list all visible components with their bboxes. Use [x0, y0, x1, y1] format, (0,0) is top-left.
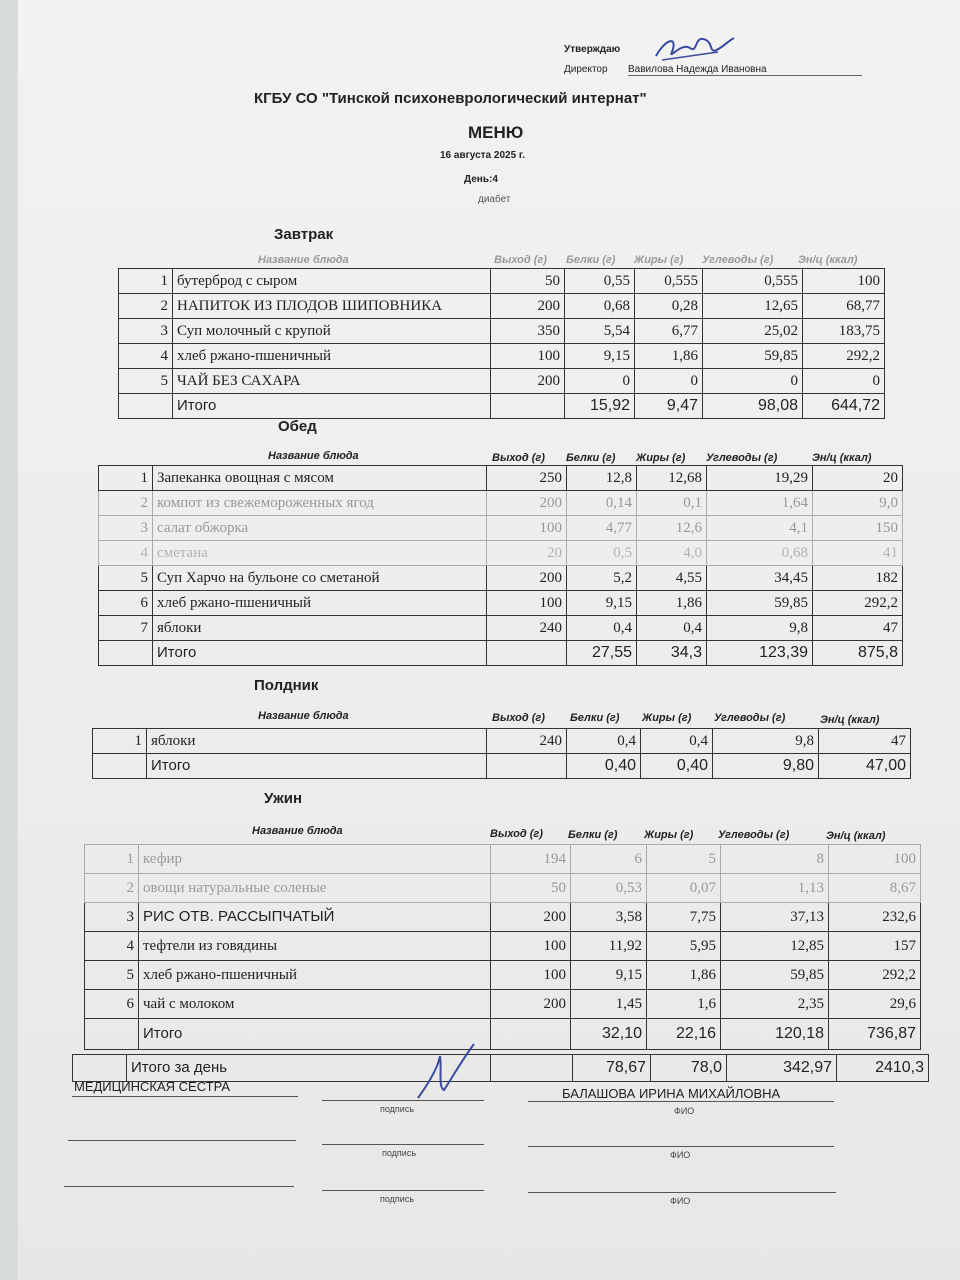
- position-line-1: [72, 1096, 298, 1097]
- dish-carbs: 59,85: [721, 961, 829, 990]
- dish-name: хлеб ржано-пшеничный: [153, 591, 487, 616]
- dish-protein: 0,4: [567, 616, 637, 641]
- sign-line-3: [322, 1190, 484, 1191]
- total-carbs: 98,08: [703, 394, 803, 419]
- lunch-col-yield: Выход (г): [492, 452, 545, 464]
- row-index: 3: [119, 319, 173, 344]
- table-row: [85, 845, 921, 874]
- dish-protein: 11,92: [571, 932, 647, 961]
- table-row: [93, 729, 911, 754]
- sign-caption-2: подпись: [382, 1148, 417, 1158]
- dish-energy: 47: [819, 729, 911, 754]
- dish-protein: 0,55: [565, 269, 635, 294]
- snack-col-fat: Жиры (г): [642, 712, 692, 724]
- name-caption-2: ФИО: [670, 1150, 691, 1160]
- dish-yield: 100: [491, 344, 565, 369]
- snack-table: [92, 728, 911, 779]
- snack-col-protein: Белки (г): [570, 712, 620, 724]
- dish-carbs: 37,13: [721, 903, 829, 932]
- dish-carbs: 9,8: [713, 729, 819, 754]
- row-index: 1: [85, 845, 139, 874]
- total-energy: 875,8: [813, 641, 903, 666]
- page-title: МЕНЮ: [468, 123, 524, 142]
- table-row: [99, 466, 903, 491]
- dish-energy: 150: [813, 516, 903, 541]
- breakfast-col-energy: Эн/ц (ккал): [798, 254, 858, 266]
- dinner-col-protein: Белки (г): [568, 829, 618, 841]
- approve-label: Утверждаю: [564, 44, 621, 55]
- dish-name: яблоки: [147, 729, 487, 754]
- row-index: 4: [119, 344, 173, 369]
- dish-yield: 50: [491, 269, 565, 294]
- dish-protein: 9,15: [565, 344, 635, 369]
- dish-fat: 1,86: [647, 961, 721, 990]
- dish-energy: 157: [829, 932, 921, 961]
- total-protein: 15,92: [565, 394, 635, 419]
- dish-fat: 0,555: [635, 269, 703, 294]
- dish-fat: 5: [647, 845, 721, 874]
- menu-day: День:4: [464, 174, 498, 185]
- dish-fat: 12,68: [637, 466, 707, 491]
- dish-fat: 0,4: [637, 616, 707, 641]
- dish-energy: 100: [829, 845, 921, 874]
- table-row: [119, 319, 885, 344]
- total-label: Итого: [153, 641, 487, 666]
- dish-carbs: 1,64: [707, 491, 813, 516]
- total-fat: 22,16: [647, 1019, 721, 1050]
- dish-name: Запеканка овощная с мясом: [153, 466, 487, 491]
- table-row: [99, 516, 903, 541]
- total-row: [99, 641, 903, 666]
- dish-carbs: 2,35: [721, 990, 829, 1019]
- lunch-table: [98, 465, 903, 666]
- row-index: 2: [85, 874, 139, 903]
- snack-col-energy: Эн/ц (ккал): [820, 714, 880, 726]
- dish-yield: 200: [491, 294, 565, 319]
- dish-carbs: 0,555: [703, 269, 803, 294]
- row-index: 5: [85, 961, 139, 990]
- total-fat: 9,47: [635, 394, 703, 419]
- day-total-fat: 78,0: [651, 1055, 727, 1082]
- name-line-3: [528, 1192, 836, 1193]
- row-index: 4: [99, 541, 153, 566]
- dish-name: компот из свежемороженных ягод: [153, 491, 487, 516]
- dish-energy: 29,6: [829, 990, 921, 1019]
- dish-protein: 5,2: [567, 566, 637, 591]
- dish-carbs: 59,85: [703, 344, 803, 369]
- menu-date: 16 августа 2025 г.: [440, 150, 525, 161]
- dish-protein: 0,14: [567, 491, 637, 516]
- dish-fat: 7,75: [647, 903, 721, 932]
- nurse-full-name: БАЛАШОВА ИРИНА МИХАЙЛОВНА: [562, 1086, 781, 1101]
- sign-line-2: [322, 1144, 484, 1145]
- dinner-col-name: Название блюда: [252, 825, 343, 837]
- dish-yield: 100: [487, 516, 567, 541]
- dinner-col-carbs: Углеводы (г): [718, 829, 790, 841]
- dish-energy: 0: [803, 369, 885, 394]
- dish-name: тефтели из говядины: [139, 932, 491, 961]
- breakfast-col-yield: Выход (г): [494, 254, 547, 266]
- row-index: 5: [99, 566, 153, 591]
- total-protein: 32,10: [571, 1019, 647, 1050]
- dish-energy: 9,0: [813, 491, 903, 516]
- dish-yield: 194: [491, 845, 571, 874]
- total-carbs: 123,39: [707, 641, 813, 666]
- table-row: [99, 616, 903, 641]
- dish-fat: 4,0: [637, 541, 707, 566]
- snack-col-carbs: Углеводы (г): [714, 712, 786, 724]
- table-row: [99, 541, 903, 566]
- total-protein: 0,40: [567, 754, 641, 779]
- dish-yield: 200: [487, 491, 567, 516]
- dish-carbs: 8: [721, 845, 829, 874]
- dish-fat: 4,55: [637, 566, 707, 591]
- organization-title: КГБУ СО "Тинской психоневрологический интернат": [254, 90, 647, 107]
- table-row: [119, 269, 885, 294]
- row-index: 1: [119, 269, 173, 294]
- name-caption-1: ФИО: [674, 1106, 695, 1116]
- dish-carbs: 4,1: [707, 516, 813, 541]
- row-index: 5: [119, 369, 173, 394]
- table-row: [119, 344, 885, 369]
- dish-fat: 1,6: [647, 990, 721, 1019]
- dish-yield: 200: [487, 566, 567, 591]
- lunch-col-energy: Эн/ц (ккал): [812, 452, 872, 464]
- dinner-col-energy: Эн/ц (ккал): [826, 830, 886, 842]
- sign-caption-1: подпись: [380, 1104, 415, 1114]
- dish-energy: 47: [813, 616, 903, 641]
- dish-fat: 0,07: [647, 874, 721, 903]
- dish-yield: 100: [491, 932, 571, 961]
- breakfast-col-name: Название блюда: [258, 254, 349, 266]
- dish-protein: 6: [571, 845, 647, 874]
- position-line-3: [64, 1186, 294, 1187]
- table-row: [119, 369, 885, 394]
- dish-protein: 0,53: [571, 874, 647, 903]
- dish-name: хлеб ржано-пшеничный: [139, 961, 491, 990]
- total-row: [93, 754, 911, 779]
- lunch-col-protein: Белки (г): [566, 452, 616, 464]
- lunch-title: Обед: [278, 418, 317, 435]
- table-row: [99, 591, 903, 616]
- dish-yield: 200: [491, 369, 565, 394]
- sign-line-1: [322, 1100, 484, 1101]
- row-index: 2: [119, 294, 173, 319]
- dish-name: бутерброд с сыром: [173, 269, 491, 294]
- dinner-col-yield: Выход (г): [490, 828, 543, 840]
- lunch-col-name: Название блюда: [268, 450, 359, 462]
- dish-yield: 350: [491, 319, 565, 344]
- dish-protein: 3,58: [571, 903, 647, 932]
- day-total-label: Итого за день: [127, 1055, 491, 1082]
- total-label: Итого: [147, 754, 487, 779]
- snack-col-name: Название блюда: [258, 710, 349, 722]
- total-fat: 34,3: [637, 641, 707, 666]
- name-line-1: [528, 1101, 834, 1102]
- dish-name: Суп молочный с крупой: [173, 319, 491, 344]
- name-line-2: [528, 1146, 834, 1147]
- dish-yield: 20: [487, 541, 567, 566]
- dinner-table: [84, 844, 921, 1050]
- total-label: Итого: [173, 394, 491, 419]
- table-row: [85, 903, 921, 932]
- dish-name: ЧАЙ БЕЗ САХАРА: [173, 369, 491, 394]
- total-label: Итого: [139, 1019, 491, 1050]
- dish-energy: 292,2: [829, 961, 921, 990]
- dish-energy: 292,2: [813, 591, 903, 616]
- dish-yield: 240: [487, 616, 567, 641]
- dish-carbs: 12,65: [703, 294, 803, 319]
- dish-energy: 182: [813, 566, 903, 591]
- dish-fat: 0,1: [637, 491, 707, 516]
- table-row: [85, 990, 921, 1019]
- day-total-row: [73, 1055, 929, 1082]
- dish-yield: 250: [487, 466, 567, 491]
- total-fat: 0,40: [641, 754, 713, 779]
- dish-carbs: 0,68: [707, 541, 813, 566]
- snack-title: Полдник: [254, 677, 319, 694]
- dish-yield: 100: [491, 961, 571, 990]
- total-carbs: 9,80: [713, 754, 819, 779]
- dish-yield: 240: [487, 729, 567, 754]
- position-line-2: [68, 1140, 296, 1141]
- breakfast-title: Завтрак: [274, 226, 334, 243]
- dish-fat: 1,86: [635, 344, 703, 369]
- row-index: 6: [99, 591, 153, 616]
- dish-name: кефир: [139, 845, 491, 874]
- dish-name: Суп Харчо на бульоне со сметаной: [153, 566, 487, 591]
- dish-carbs: 59,85: [707, 591, 813, 616]
- table-row: [85, 932, 921, 961]
- dish-yield: 100: [487, 591, 567, 616]
- total-energy: 47,00: [819, 754, 911, 779]
- dish-protein: 0,4: [567, 729, 641, 754]
- director-label: Директор: [564, 64, 608, 75]
- dish-energy: 232,6: [829, 903, 921, 932]
- sign-caption-3: подпись: [380, 1194, 415, 1204]
- dish-yield: 200: [491, 990, 571, 1019]
- dish-energy: 20: [813, 466, 903, 491]
- dish-fat: 1,86: [637, 591, 707, 616]
- table-row: [99, 491, 903, 516]
- row-index: 6: [85, 990, 139, 1019]
- dish-protein: 0,5: [567, 541, 637, 566]
- document-sheet: [18, 0, 960, 1280]
- dish-name: сметана: [153, 541, 487, 566]
- dish-name: овощи натуральные соленые: [139, 874, 491, 903]
- director-signature: [648, 30, 738, 66]
- dish-protein: 12,8: [567, 466, 637, 491]
- dish-carbs: 19,29: [707, 466, 813, 491]
- breakfast-table: [118, 268, 885, 419]
- breakfast-col-fat: Жиры (г): [634, 254, 684, 266]
- dish-protein: 4,77: [567, 516, 637, 541]
- day-total-table: [72, 1054, 929, 1082]
- name-caption-3: ФИО: [670, 1196, 691, 1206]
- breakfast-col-carbs: Углеводы (г): [702, 254, 774, 266]
- dish-protein: 0: [565, 369, 635, 394]
- director-name: Вавилова Надежда Ивановна: [628, 64, 862, 76]
- row-index: 3: [99, 516, 153, 541]
- table-row: [119, 294, 885, 319]
- dish-fat: 0: [635, 369, 703, 394]
- dish-protein: 5,54: [565, 319, 635, 344]
- row-index: 1: [93, 729, 147, 754]
- dish-energy: 100: [803, 269, 885, 294]
- lunch-col-fat: Жиры (г): [636, 452, 686, 464]
- day-total-energy: 2410,3: [837, 1055, 929, 1082]
- day-total-protein: 78,67: [573, 1055, 651, 1082]
- row-index: 4: [85, 932, 139, 961]
- dish-protein: 9,15: [571, 961, 647, 990]
- dish-carbs: 1,13: [721, 874, 829, 903]
- table-row: [85, 874, 921, 903]
- dinner-col-fat: Жиры (г): [644, 829, 694, 841]
- dish-energy: 68,77: [803, 294, 885, 319]
- total-energy: 736,87: [829, 1019, 921, 1050]
- nurse-position: МЕДИЦИНСКАЯ СЕСТРА: [74, 1079, 231, 1094]
- lunch-col-carbs: Углеводы (г): [706, 452, 778, 464]
- dish-carbs: 9,8: [707, 616, 813, 641]
- row-index: 2: [99, 491, 153, 516]
- dish-name: НАПИТОК ИЗ ПЛОДОВ ШИПОВНИКА: [173, 294, 491, 319]
- total-row: [85, 1019, 921, 1050]
- day-total-carbs: 342,97: [727, 1055, 837, 1082]
- total-energy: 644,72: [803, 394, 885, 419]
- total-protein: 27,55: [567, 641, 637, 666]
- row-index: 1: [99, 466, 153, 491]
- dish-name: хлеб ржано-пшеничный: [173, 344, 491, 369]
- dish-name: яблоки: [153, 616, 487, 641]
- dish-yield: 50: [491, 874, 571, 903]
- table-row: [99, 566, 903, 591]
- dinner-title: Ужин: [264, 790, 303, 807]
- dish-protein: 1,45: [571, 990, 647, 1019]
- dish-energy: 8,67: [829, 874, 921, 903]
- dish-carbs: 34,45: [707, 566, 813, 591]
- dish-fat: 5,95: [647, 932, 721, 961]
- row-index: 7: [99, 616, 153, 641]
- dish-protein: 0,68: [565, 294, 635, 319]
- dish-name: РИС ОТВ. РАССЫПЧАТЫЙ: [139, 903, 491, 932]
- dish-fat: 6,77: [635, 319, 703, 344]
- dish-energy: 292,2: [803, 344, 885, 369]
- total-carbs: 120,18: [721, 1019, 829, 1050]
- dish-carbs: 0: [703, 369, 803, 394]
- dish-name: чай с молоком: [139, 990, 491, 1019]
- dish-yield: 200: [491, 903, 571, 932]
- total-row: [119, 394, 885, 419]
- dish-carbs: 25,02: [703, 319, 803, 344]
- dish-fat: 0,4: [641, 729, 713, 754]
- diet-type: диабет: [478, 194, 511, 205]
- dish-name: салат обжорка: [153, 516, 487, 541]
- breakfast-col-protein: Белки (г): [566, 254, 616, 266]
- dish-protein: 9,15: [567, 591, 637, 616]
- nurse-signature: [414, 1038, 484, 1102]
- dish-carbs: 12,85: [721, 932, 829, 961]
- dish-energy: 183,75: [803, 319, 885, 344]
- row-index: 3: [85, 903, 139, 932]
- dish-fat: 12,6: [637, 516, 707, 541]
- dish-energy: 41: [813, 541, 903, 566]
- snack-col-yield: Выход (г): [492, 712, 545, 724]
- dish-fat: 0,28: [635, 294, 703, 319]
- table-row: [85, 961, 921, 990]
